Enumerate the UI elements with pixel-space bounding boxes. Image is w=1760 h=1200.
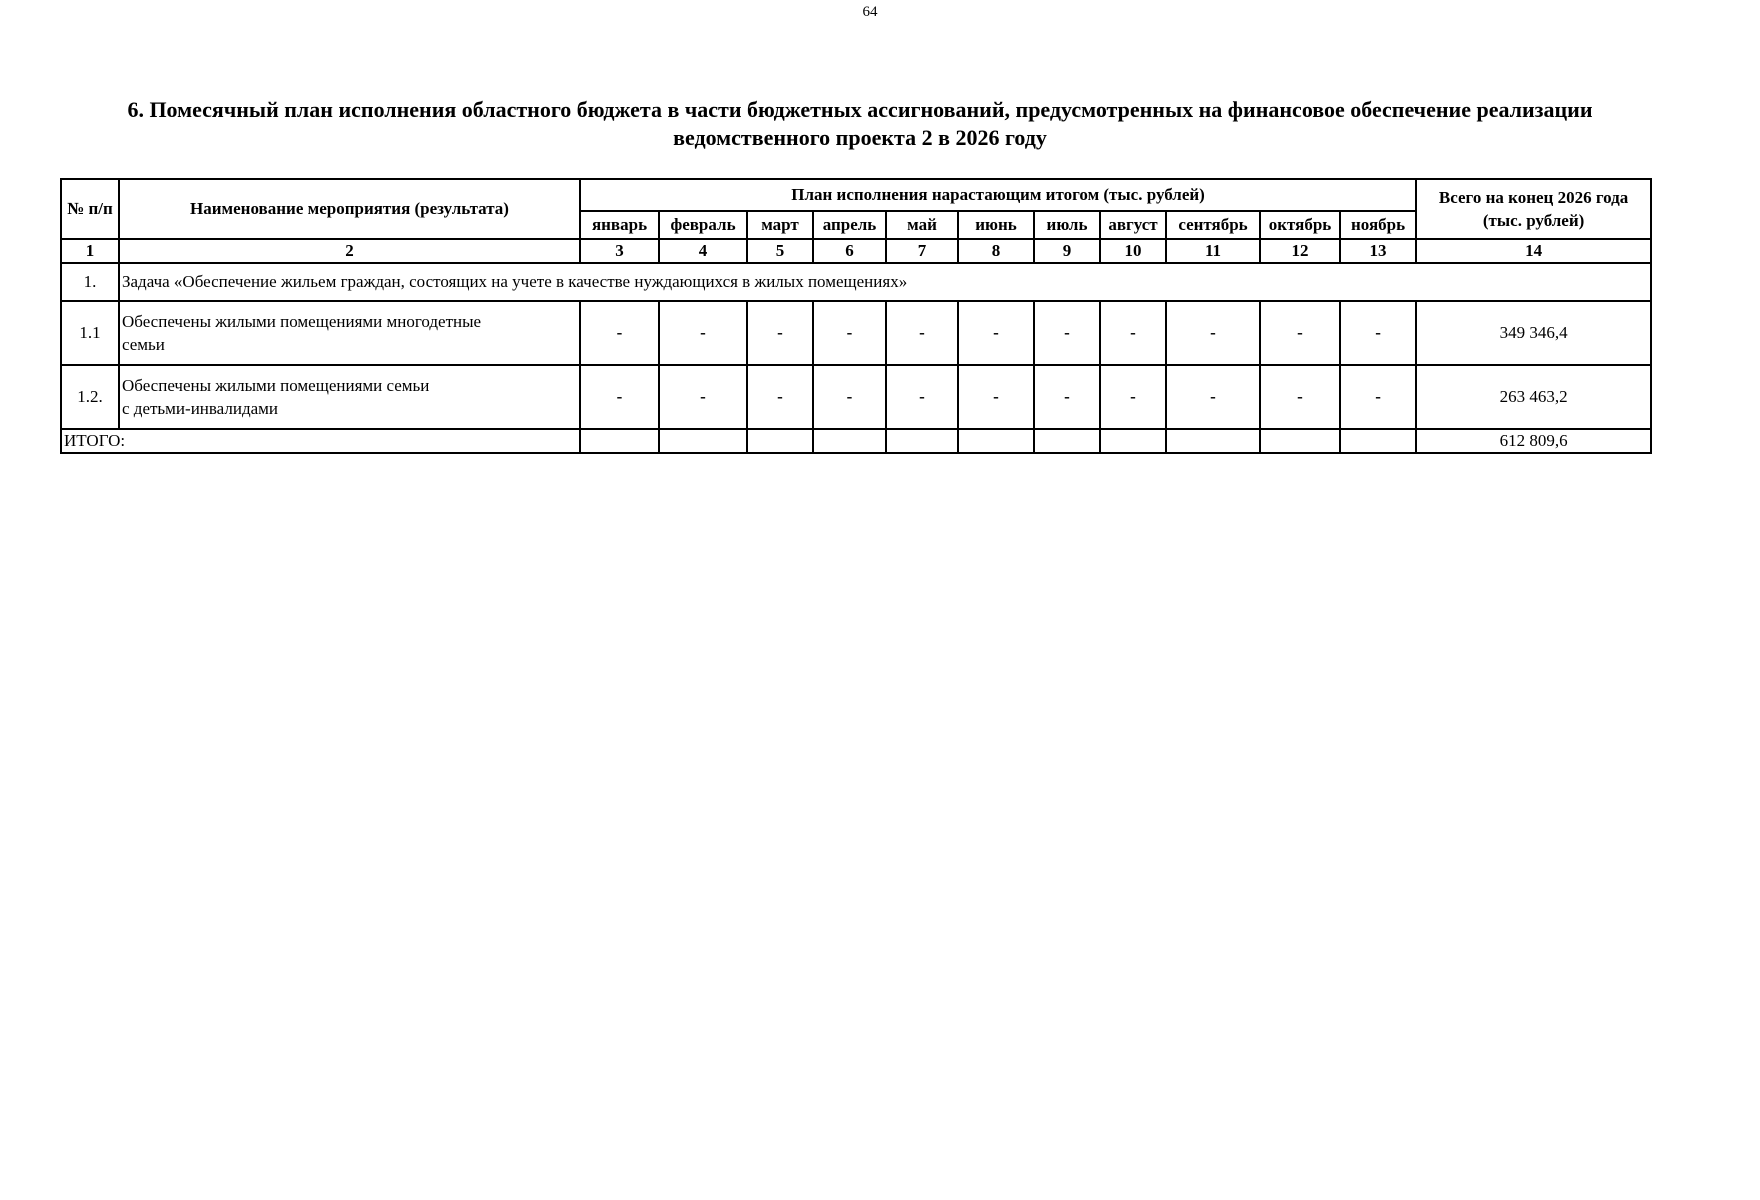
- total-empty-cell: [1034, 429, 1100, 453]
- column-number: 3: [580, 239, 659, 263]
- column-number: 8: [958, 239, 1034, 263]
- month-value: -: [1100, 301, 1166, 365]
- row-name: [119, 301, 580, 365]
- header-month: июнь: [958, 211, 1034, 239]
- month-value: -: [747, 301, 813, 365]
- row-name-line-2: семьи: [122, 335, 165, 354]
- total-empty-cell: [813, 429, 886, 453]
- header-month: июль: [1034, 211, 1100, 239]
- total-empty-cell: [1260, 429, 1340, 453]
- header-month: апрель: [813, 211, 886, 239]
- document-title: [60, 96, 1660, 152]
- column-number: 1: [61, 239, 119, 263]
- header-month: январь: [580, 211, 659, 239]
- month-value: -: [1100, 365, 1166, 429]
- header-month: октябрь: [1260, 211, 1340, 239]
- month-value: -: [1340, 365, 1416, 429]
- header-total-line-2: (тыс. рублей): [1482, 211, 1585, 230]
- month-value: -: [958, 301, 1034, 365]
- document-title-line-1: 6. Помесячный план исполнения областного бюджета в части бюджетных ассигнований, предусмотренных на финансовое обеспечение реализации: [127, 97, 1593, 122]
- month-value: -: [659, 365, 747, 429]
- column-number: 6: [813, 239, 886, 263]
- header-month: май: [886, 211, 958, 239]
- task-text: Задача «Обеспечение жильем граждан, состоящих на учете в качестве нуждающихся в жилых помещениях»: [119, 263, 1651, 301]
- month-value: -: [886, 301, 958, 365]
- row-num: 1.1: [61, 301, 119, 365]
- column-number: 10: [1100, 239, 1166, 263]
- month-value: -: [1166, 301, 1260, 365]
- total-empty-cell: [958, 429, 1034, 453]
- header-total: [1416, 179, 1651, 239]
- budget-plan-table: [60, 178, 1652, 454]
- column-number: 13: [1340, 239, 1416, 263]
- row-total: 349 346,4: [1416, 301, 1651, 365]
- month-value: -: [580, 301, 659, 365]
- header-name: Наименование мероприятия (результата): [119, 179, 580, 239]
- header-month: март: [747, 211, 813, 239]
- total-row: [61, 429, 1651, 453]
- task-num: 1.: [61, 263, 119, 301]
- total-empty-cell: [659, 429, 747, 453]
- month-value: -: [1034, 365, 1100, 429]
- row-name-line-2: с детьми-инвалидами: [122, 399, 279, 418]
- month-value: -: [747, 365, 813, 429]
- header-month: август: [1100, 211, 1166, 239]
- column-number: 4: [659, 239, 747, 263]
- row-name-line-1: Обеспечены жилыми помещениями многодетные: [122, 312, 482, 331]
- column-number: 5: [747, 239, 813, 263]
- total-empty-cell: [1100, 429, 1166, 453]
- table-row: [61, 301, 1651, 365]
- row-name: [119, 365, 580, 429]
- column-number: 11: [1166, 239, 1260, 263]
- total-empty-cell: [747, 429, 813, 453]
- header-row-1: [61, 179, 1651, 211]
- total-empty-cell: [886, 429, 958, 453]
- total-label: ИТОГО:: [61, 429, 580, 453]
- column-number: 9: [1034, 239, 1100, 263]
- row-num: 1.2.: [61, 365, 119, 429]
- month-value: -: [813, 365, 886, 429]
- header-total-line-1: Всего на конец 2026 года: [1438, 188, 1629, 207]
- total-empty-cell: [1166, 429, 1260, 453]
- header-month: сентябрь: [1166, 211, 1260, 239]
- month-value: -: [813, 301, 886, 365]
- total-empty-cell: [580, 429, 659, 453]
- header-num: № п/п: [61, 179, 119, 239]
- table-row: [61, 365, 1651, 429]
- row-total: 263 463,2: [1416, 365, 1651, 429]
- task-row: [61, 263, 1651, 301]
- header-month: февраль: [659, 211, 747, 239]
- month-value: -: [1166, 365, 1260, 429]
- month-value: -: [1260, 301, 1340, 365]
- column-number: 2: [119, 239, 580, 263]
- page-number: 64: [862, 4, 878, 20]
- month-value: -: [1034, 301, 1100, 365]
- column-number: 12: [1260, 239, 1340, 263]
- month-value: -: [580, 365, 659, 429]
- month-value: -: [886, 365, 958, 429]
- grand-total: 612 809,6: [1416, 429, 1651, 453]
- total-empty-cell: [1340, 429, 1416, 453]
- column-number-row: [61, 239, 1651, 263]
- month-value: -: [659, 301, 747, 365]
- month-value: -: [1340, 301, 1416, 365]
- month-value: -: [958, 365, 1034, 429]
- month-value: -: [1260, 365, 1340, 429]
- column-number: 7: [886, 239, 958, 263]
- row-name-line-1: Обеспечены жилыми помещениями семьи: [122, 376, 430, 395]
- column-number: 14: [1416, 239, 1651, 263]
- document-title-line-2: ведомственного проекта 2 в 2026 году: [673, 125, 1047, 150]
- header-plan: План исполнения нарастающим итогом (тыс. рублей): [580, 179, 1416, 211]
- header-month: ноябрь: [1340, 211, 1416, 239]
